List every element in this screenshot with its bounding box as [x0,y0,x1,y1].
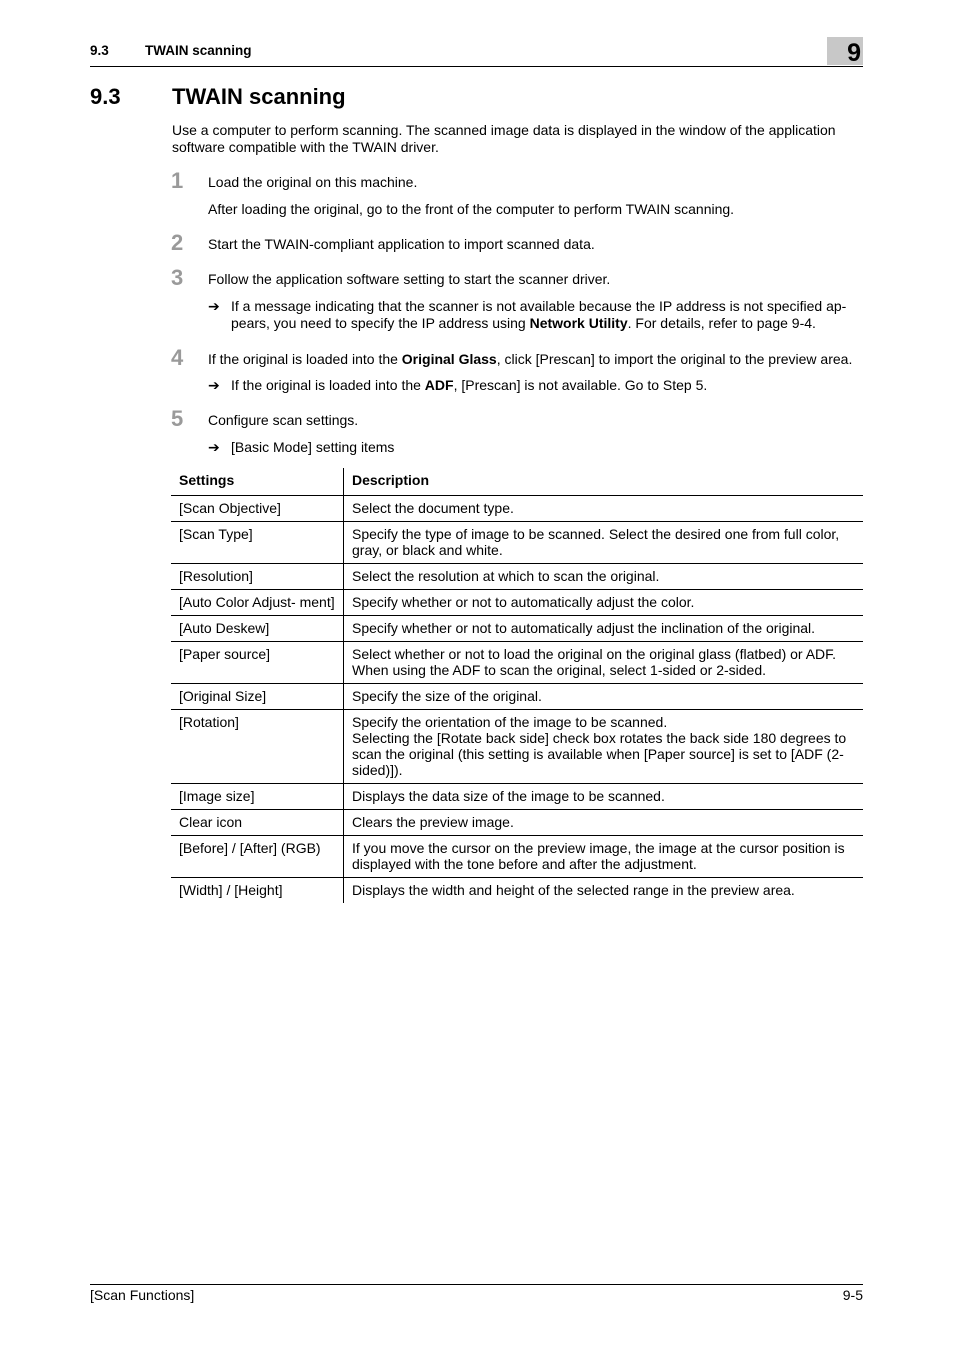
step-note: After loading the original, go to the front of the computer to perform TWAIN scanning. [208,201,735,217]
setting-description: Specify the type of image to be scanned. Select the desired one from full color, gray, or black and white. [344,522,864,564]
table-row [171,684,863,710]
setting-description: Clears the preview image. [344,810,864,836]
setting-name: [Resolution] [171,564,344,590]
setting-name: [Auto Color Adjust- ment] [171,590,344,616]
step-number: 2 [171,230,184,255]
step-text: If the original is loaded into the Original Glass, click [Prescan] to import the original to the preview area. [208,351,853,367]
setting-name: Clear icon [171,810,344,836]
header-section-number: 9.3 [90,43,109,58]
settings-table [171,468,863,903]
chapter-badge: 9 [827,37,863,65]
setting-name: [Width] / [Height] [171,878,344,904]
column-header-settings: Settings [171,468,344,496]
arrow-icon: ➔ [208,298,220,314]
table-row [171,810,863,836]
setting-name: [Scan Type] [171,522,344,564]
setting-description: Specify the orientation of the image to be scanned. Selecting the [Rotate back side] check box rotates the back side 180 degrees to scan the original (this setting is available when [Paper source] is set to [ADF (2-sided)]). [344,710,864,784]
table-row [171,710,863,784]
page-header [90,40,863,67]
page-title-number: 9.3 [90,84,121,109]
setting-description: Select whether or not to load the original on the original glass (flatbed) or ADF. When using the ADF to scan the original, select 1-sided or 2-sided. [344,642,864,684]
setting-name: [Rotation] [171,710,344,784]
bold-term: Network Utility [529,315,628,331]
step-sub-note: ➔ If the original is loaded into the ADF, [Prescan] is not available. Go to Step 5. [208,377,708,393]
table-row [171,878,863,904]
page-footer [90,1284,863,1303]
table-row [171,616,863,642]
bold-term: ADF [424,377,454,393]
setting-description: Select the resolution at which to scan the original. [344,564,864,590]
step-text: Start the TWAIN-compliant application to import scanned data. [208,236,595,252]
step-number: 1 [171,168,184,193]
table-row [171,836,863,878]
step-number: 4 [171,345,184,370]
page-number: 9-5 [842,1287,863,1303]
table-header-row [171,468,863,496]
setting-description: Displays the width and height of the selected range in the preview area. [352,882,795,898]
table-row [171,522,863,564]
step-text: Load the original on this machine. [208,174,418,190]
step-sub-note: ➔ If a message indicating that the scanner is not available because the IP address is not specified ap- pears, you need to specify the IP address using Network Utility. For details, refer to page 9-4. [208,298,847,331]
column-header-description: Description [344,468,864,496]
setting-description: Specify the size of the original. [344,684,864,710]
page-title-text: TWAIN scanning [172,84,346,109]
bold-term: Original Glass [401,351,497,367]
setting-description: Select the document type. [344,496,864,522]
setting-description: If you move the cursor on the preview image, the image at the cursor position is displayed with the tone before and after the adjustment. [344,836,864,878]
table-row [171,496,863,522]
table-row [171,642,863,684]
footer-chapter-name: [Scan Functions] [90,1287,195,1303]
arrow-icon: ➔ [208,439,220,455]
setting-name: [Original Size] [171,684,344,710]
table-row [171,564,863,590]
step-number: 5 [171,406,184,431]
step-number: 3 [171,265,184,290]
page-title [90,84,346,110]
setting-name: [Paper source] [171,642,344,684]
table-row [171,590,863,616]
setting-name: [Auto Deskew] [171,616,344,642]
setting-name: [Before] / [After] (RGB) [171,836,344,878]
setting-name: [Scan Objective] [171,496,344,522]
step-text: Configure scan settings. [208,412,359,428]
header-section-title: TWAIN scanning [145,43,252,58]
setting-name: [Image size] [171,784,344,810]
setting-description: Displays the data size of the image to be scanned. [344,784,864,810]
intro-paragraph: Use a computer to perform scanning. The scanned image data is displayed in the window of the application software compatible with the TWAIN driver. [172,122,836,155]
setting-description: Specify whether or not to automatically adjust the color. [344,590,864,616]
step-sub-note: ➔ [Basic Mode] setting items [208,439,395,455]
step-text: Follow the application software setting to start the scanner driver. [208,271,611,287]
setting-description: Specify whether or not to automatically adjust the inclination of the original. [344,616,864,642]
arrow-icon: ➔ [208,377,220,393]
table-row [171,784,863,810]
